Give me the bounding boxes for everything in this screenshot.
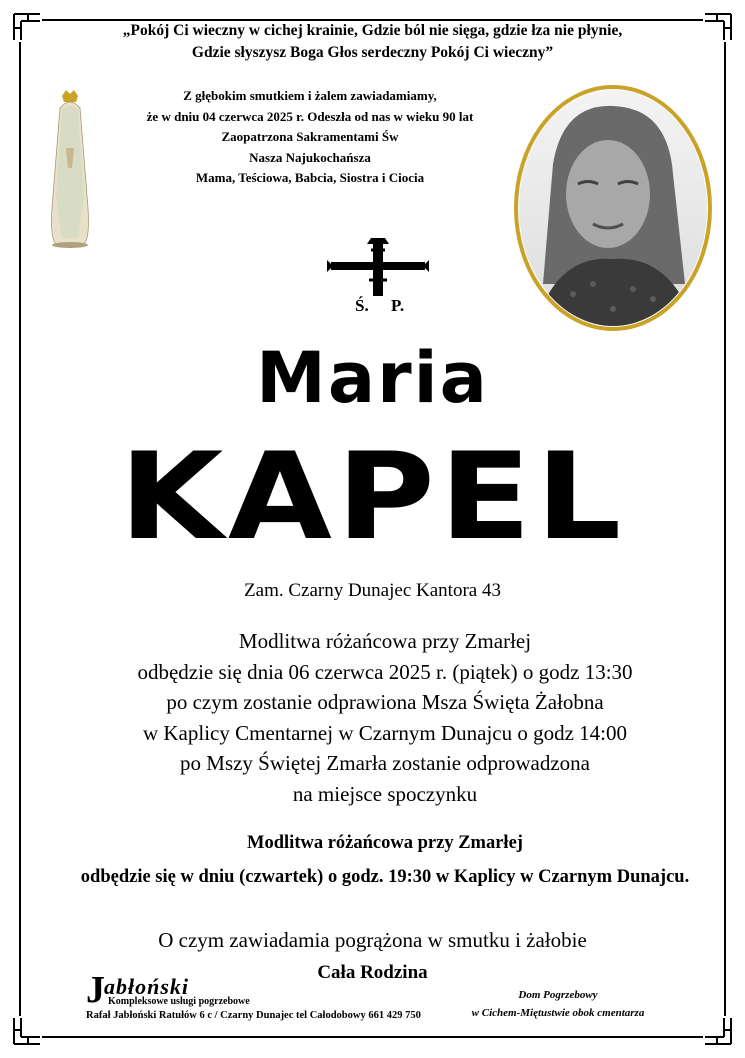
- logo-letter: J: [86, 969, 105, 1011]
- announcement-line: Zaopatrzona Sakramentami Św: [221, 129, 399, 144]
- ceremony-line: na miejsce spoczynku: [292, 781, 478, 806]
- cross-letter-right: P.: [391, 296, 405, 315]
- announcement-line: Mama, Teściowa, Babcia, Siostra i Ciocia: [195, 170, 425, 185]
- closing-line: O czym zawiadamia pogrążona w smutku i żałobie: [158, 928, 587, 952]
- corner-ornament-icon: [12, 1016, 42, 1046]
- corner-ornament-icon: [703, 12, 733, 42]
- cross-emblem: [325, 236, 431, 322]
- ceremony-line: odbędzie się dnia 06 czerwca 2025 r. (piątek) o godz 13:30: [137, 659, 633, 684]
- announcement: [110, 86, 510, 189]
- madonna-figure-icon: [40, 88, 100, 248]
- home-line: Dom Pogrzebowy: [518, 989, 598, 1001]
- rosary-line: Modlitwa różańcowa przy Zmarłej: [247, 833, 523, 853]
- address: Zam. Czarny Dunajec Kantora 43: [244, 580, 501, 601]
- logo-name: abłoński: [104, 974, 190, 999]
- ceremony-line: po czym zostanie odprawiona Msza Święta Żałobna: [166, 690, 604, 714]
- cross-icon: [325, 236, 431, 298]
- quote-line: „Pokój Ci wieczny w cichej krainie, Gdzie ból nie sięga, gdzie łza nie płynie,: [122, 22, 623, 39]
- ceremony-line: po Mszy Świętej Zmarła zostanie odprowadzona: [180, 751, 590, 775]
- deceased-first-name: Maria: [256, 337, 489, 419]
- ceremony-line: w Kaplicy Cmentarnej w Czarnym Dunajcu o godz 14:00: [142, 720, 628, 745]
- corner-ornament-icon: [12, 12, 42, 42]
- announcement-line: Z głębokim smutkiem i żalem zawiadamiamy,: [183, 88, 437, 103]
- rosary-line: odbędzie się w dniu (czwartek) o godz. 19:30 w Kaplicy w Czarnym Dunajcu.: [80, 867, 690, 887]
- announcement-line: że w dniu 04 czerwca 2025 r. Odeszła od nas w wieku 90 lat: [146, 108, 474, 124]
- ceremony-details: [40, 626, 730, 809]
- quote-line: Gdzie słyszysz Boga Głos serdeczny Pokój Ci wieczny”: [191, 44, 554, 61]
- frame-bottom: [42, 1036, 703, 1038]
- logo-subtitle: Kompleksowe usługi pogrzebowe: [108, 996, 250, 1007]
- funeral-home-contact: Rafał Jabłoński Ratułów 6 c / Czarny Dunajec tel Całodobowy 661 429 750: [86, 1010, 421, 1021]
- portrait-photo: [513, 84, 713, 332]
- rosary-notice: [40, 826, 730, 894]
- announcement-line: Nasza Najukochańsza: [249, 149, 371, 165]
- cross-letter-left: Ś.: [355, 296, 369, 315]
- deceased-last-name: KAPEL: [119, 428, 626, 567]
- family-signature: Cała Rodzina: [317, 962, 428, 983]
- corner-ornament-icon: [703, 1016, 733, 1046]
- opening-quote: [60, 20, 685, 64]
- funeral-house-info: [448, 986, 668, 1022]
- home-line: w Cichem-Miętustwie obok cmentarza: [471, 1007, 645, 1019]
- ceremony-line: Modlitwa różańcowa przy Zmarłej: [238, 629, 532, 653]
